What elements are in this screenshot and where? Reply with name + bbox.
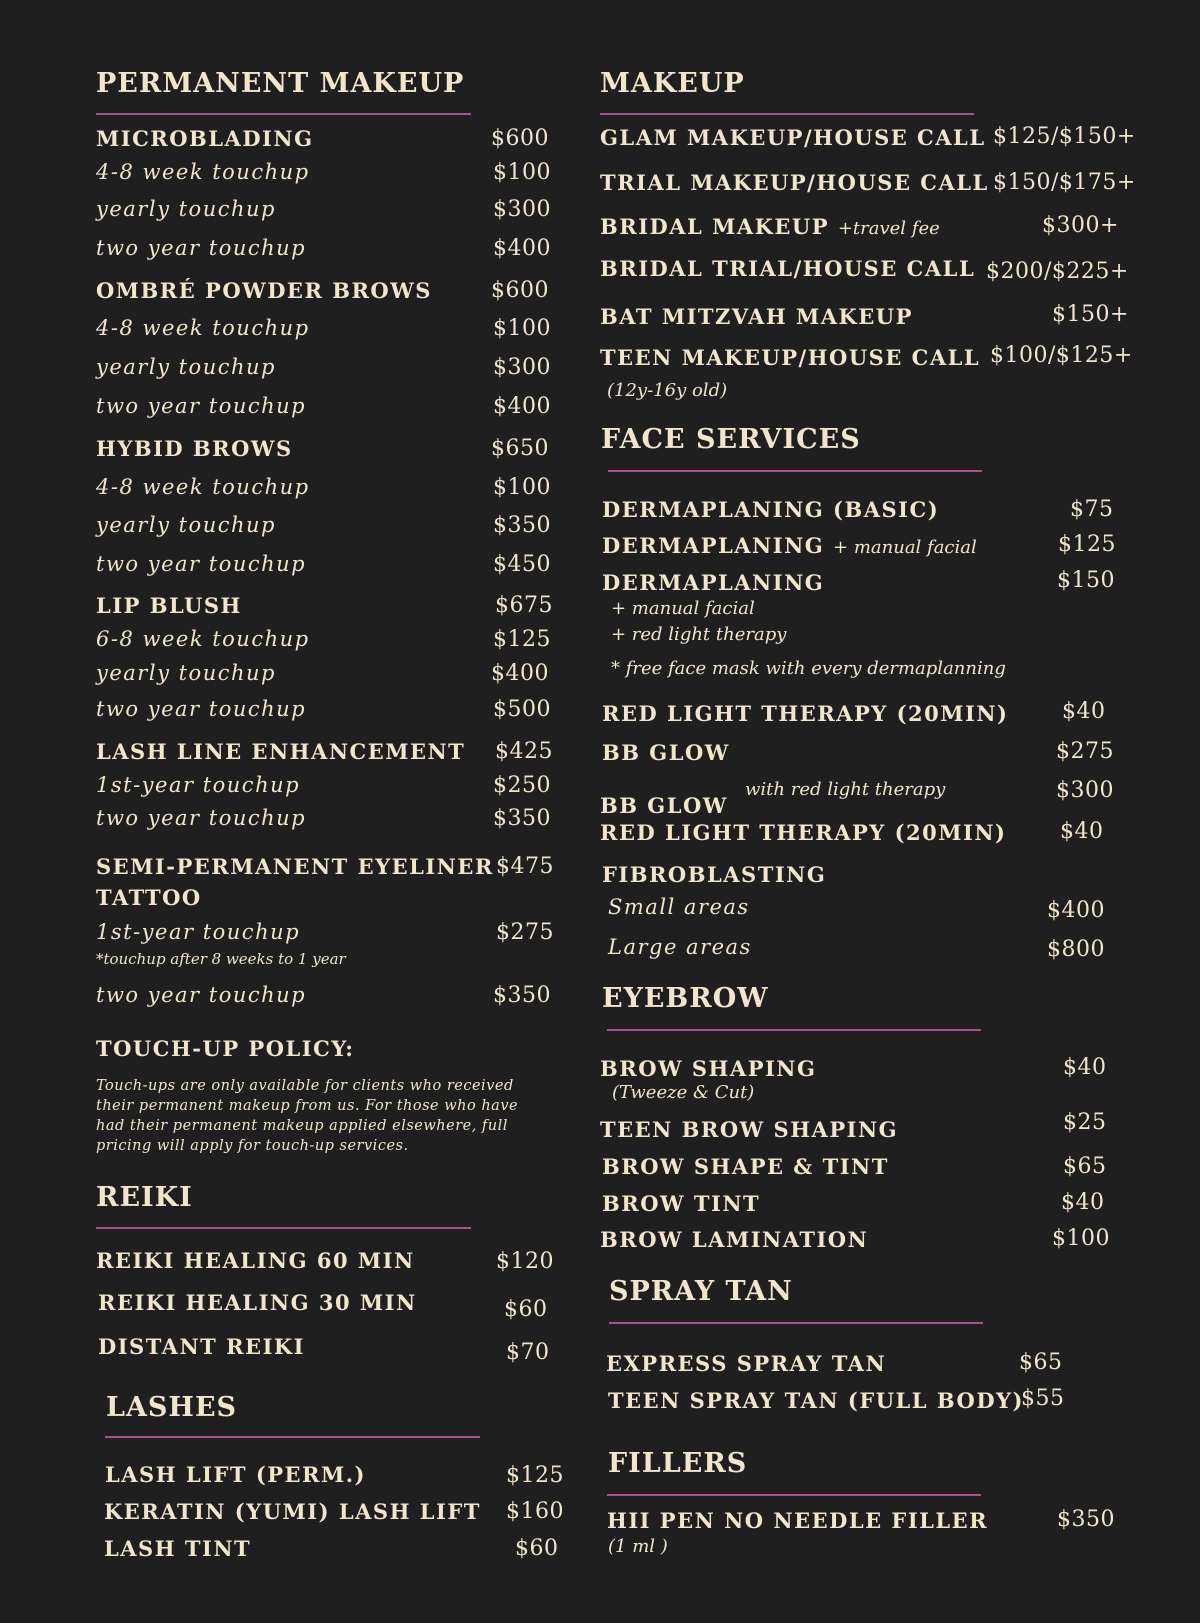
fillers-title: FILLERS [608,1448,748,1479]
section-divider [609,1322,983,1324]
section-divider [608,470,982,472]
service-price: $65 [1019,1350,1063,1375]
service-price: $675 [495,593,553,618]
touchup-price: $125 [493,627,551,652]
service-price: $40 [1062,699,1106,724]
reiki-title: REIKI [96,1182,193,1213]
touchup-name: yearly touchup [96,661,276,685]
service-name: REIKI HEALING 30 MIN [98,1290,417,1315]
service-price: $300+ [1042,213,1119,238]
service-name [600,214,940,239]
promo-note: * free face mask with every dermaplanning [611,658,1006,679]
service-price: $300 [1056,778,1114,803]
touchup-footnote: *touchup after 8 weeks to 1 year [96,950,346,968]
service-price: $100 [1052,1226,1110,1251]
service-name: RED LIGHT THERAPY (20MIN) [602,701,1009,726]
service-price: $125 [1058,532,1116,557]
service-name-line2: TATTOO [96,885,202,910]
service-name: BROW SHAPE & TINT [602,1154,889,1179]
touchup-price: $250 [493,773,551,798]
service-price: $125/$150+ [993,124,1136,149]
touchup-price: $100 [493,475,551,500]
touchup-price: $100 [493,160,551,185]
service-name: LIP BLUSH [96,593,242,618]
section-divider [96,1227,471,1229]
service-name: DERMAPLANING [602,570,825,595]
face-services-title: FACE SERVICES [601,424,861,455]
service-name: GLAM MAKEUP/HOUSE CALL [600,125,986,150]
touchup-price: $300 [493,355,551,380]
service-note: with red light therapy [745,779,946,800]
service-price: $160 [506,1499,564,1524]
spray-tan-title: SPRAY TAN [609,1276,793,1307]
service-price: $200/$225+ [986,259,1129,284]
service-price: $25 [1063,1110,1107,1135]
touchup-name: yearly touchup [96,355,276,379]
service-name: BRIDAL TRIAL/HOUSE CALL [600,256,976,281]
service-name: BAT MITZVAH MAKEUP [600,304,913,329]
permanent-makeup-title: PERMANENT MAKEUP [96,68,465,99]
service-price: $150/$175+ [993,170,1136,195]
touchup-price: $350 [493,983,551,1008]
touchup-price: $400 [493,394,551,419]
service-name: DISTANT REIKI [98,1334,305,1359]
service-name: TEEN SPRAY TAN (FULL BODY) [608,1388,1024,1413]
service-name: REIKI HEALING 60 MIN [96,1248,415,1273]
area-price: $800 [1047,937,1105,962]
service-name: HYBID BROWS [96,436,293,461]
touchup-price: $500 [493,697,551,722]
touchup-name: two year touchup [96,236,307,260]
service-price: $275 [1056,739,1114,764]
service-name: LASH LINE ENHANCEMENT [96,739,466,764]
addon-note: + manual facial [611,598,755,619]
touchup-name: 6-8 week touchup [96,627,310,651]
service-name [602,533,977,558]
service-name: MICROBLADING [96,126,314,151]
touchup-name: two year touchup [96,552,307,576]
touchup-name: 1st-year touchup [96,773,301,797]
service-name: BROW LAMINATION [600,1227,869,1252]
touchup-name: 4-8 week touchup [96,475,310,499]
age-note: (12y-16y old) [607,380,728,401]
touchup-name: 4-8 week touchup [96,160,310,184]
touchup-name: yearly touchup [96,513,276,537]
touchup-name: yearly touchup [96,197,276,221]
service-name: BB GLOW [602,740,730,765]
touchup-price: $400 [493,236,551,261]
section-divider [607,1494,981,1496]
service-note: (Tweeze & Cut) [612,1082,755,1103]
service-price: $600 [491,278,549,303]
touchup-price: $350 [493,806,551,831]
service-price: $40 [1061,1190,1105,1215]
touchup-name: two year touchup [96,394,307,418]
service-name: BROW TINT [602,1191,761,1216]
touchup-price: $400 [491,661,549,686]
service-name: LASH TINT [104,1536,252,1561]
service-price: $60 [515,1536,559,1561]
service-name: TEEN BROW SHAPING [600,1117,899,1142]
makeup-title: MAKEUP [600,68,745,99]
service-name: KERATIN (YUMI) LASH LIFT [104,1499,481,1524]
touchup-price: $350 [493,513,551,538]
service-name: BB GLOW [600,793,728,818]
touchup-price: $450 [493,552,551,577]
service-name: EXPRESS SPRAY TAN [606,1351,887,1376]
addon-note: + red light therapy [611,624,787,645]
service-price: $150 [1057,568,1115,593]
touchup-name: 4-8 week touchup [96,316,310,340]
service-name: TRIAL MAKEUP/HOUSE CALL [600,170,989,195]
service-price: $40 [1063,1055,1107,1080]
service-price: $65 [1063,1154,1107,1179]
policy-text: Touch-ups are only available for clients who received their permanent makeup from us. For those who have had their permanent makeup applied elsewhere, full pricing will apply for touch-up services. [96,1078,519,1154]
service-name: SEMI-PERMANENT EYELINER [96,854,494,879]
service-price: $70 [506,1340,550,1365]
section-divider [607,1029,981,1031]
service-price: $55 [1021,1386,1065,1411]
service-note: + manual facial [833,537,977,558]
eyebrow-title: EYEBROW [602,983,769,1014]
service-name: HII PEN NO NEEDLE FILLER [607,1508,989,1533]
service-name: LASH LIFT (PERM.) [105,1462,366,1487]
area-name: Large areas [608,935,752,959]
service-price: $150+ [1052,302,1129,327]
touchup-price: $275 [496,920,554,945]
service-note: (1 ml ) [608,1536,668,1557]
service-label: BRIDAL MAKEUP [600,214,830,239]
service-price: $650 [491,436,549,461]
touchup-name: 1st-year touchup [96,920,301,944]
service-price: $100/$125+ [990,343,1133,368]
section-divider [105,1436,480,1438]
touchup-name: two year touchup [96,983,307,1007]
section-divider [96,113,471,115]
touchup-price: $300 [493,197,551,222]
service-note: +travel fee [837,218,940,239]
service-name: BROW SHAPING [600,1056,817,1081]
lashes-title: LASHES [106,1392,238,1423]
service-name: FIBROBLASTING [602,862,827,887]
service-price: $40 [1060,819,1104,844]
service-price: $350 [1057,1507,1115,1532]
service-name: TEEN MAKEUP/HOUSE CALL [600,345,981,370]
area-name: Small areas [608,895,750,919]
service-price: $475 [496,854,554,879]
service-name: DERMAPLANING (BASIC) [602,497,940,522]
touchup-name: two year touchup [96,806,307,830]
area-price: $400 [1047,898,1105,923]
service-price: $125 [506,1463,564,1488]
service-name: RED LIGHT THERAPY (20MIN) [600,820,1007,845]
policy-title: TOUCH-UP POLICY: [96,1036,355,1061]
service-price: $60 [504,1297,548,1322]
service-price: $600 [491,126,549,151]
service-name: OMBRÉ POWDER BROWS [96,278,432,303]
service-label: DERMAPLANING [602,533,825,558]
section-divider [600,113,974,115]
service-price: $120 [496,1249,554,1274]
touchup-price: $100 [493,316,551,341]
service-price: $75 [1070,497,1114,522]
touchup-name: two year touchup [96,697,307,721]
service-price: $425 [495,739,553,764]
